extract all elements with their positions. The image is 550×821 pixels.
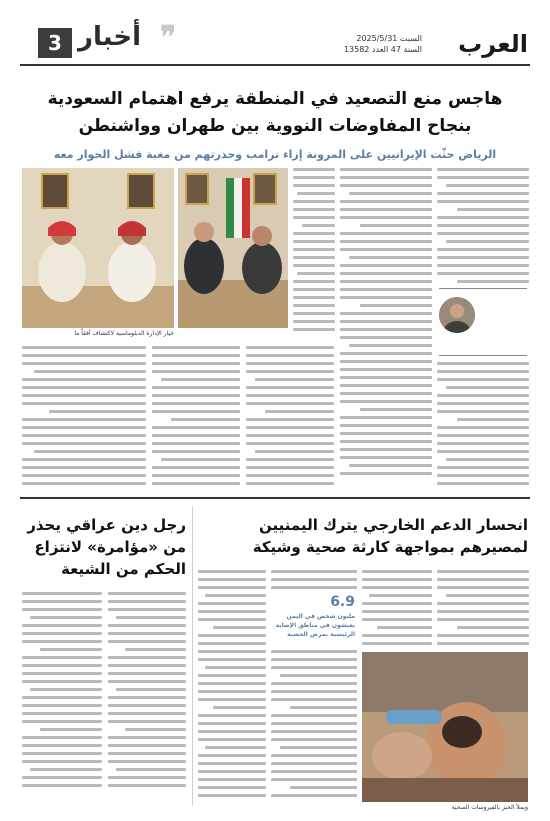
yemen-stat-text: مليون شخص في اليمن يعيشون في مناطق الإصابة الرئيسية بمرض الحصبة xyxy=(275,613,355,638)
publication-info xyxy=(344,33,422,55)
yemen-text-col1 xyxy=(437,570,529,650)
main-photo-right xyxy=(178,168,288,328)
main-headline-line1: هاجس منع التصعيد في المنطقة يرفع اهتمام السعودية xyxy=(47,89,503,109)
main-story-text-col2 xyxy=(340,168,432,480)
main-story-text-col3 xyxy=(293,168,335,336)
iraq-text-col1 xyxy=(108,592,186,792)
iraq-text-col2 xyxy=(22,592,102,792)
newspaper-logo: العرب xyxy=(458,30,528,58)
yemen-stat-box xyxy=(271,594,355,639)
yemen-photo-caption: ويملأ الحيز بالفيروسات الصحية xyxy=(451,804,528,811)
main-headline xyxy=(22,86,528,140)
main-photo-left xyxy=(22,168,174,328)
yemen-text-col3 xyxy=(271,570,357,594)
section-name: أخبار xyxy=(78,22,141,52)
quote-icon: ❞ xyxy=(160,20,177,55)
yemen-text-col4 xyxy=(271,650,357,802)
yemen-text-col2 xyxy=(362,570,432,650)
yemen-stat-number: 6.9 xyxy=(330,594,355,610)
main-story-text-col4 xyxy=(246,346,334,490)
section-rule xyxy=(20,497,530,499)
top-rule xyxy=(20,64,530,66)
column-divider xyxy=(192,506,193,806)
issue-date: السبت 2025/5/31 xyxy=(356,34,422,43)
yemen-headline: انحسار الدعم الخارجي يترك اليمنيين لمصيرهم بمواجهة كارثة صحية وشيكة xyxy=(252,516,528,556)
main-story-text-col1 xyxy=(437,168,529,288)
main-photo-caption: خيار الإدارة الدبلوماسية لاكتشاف أفقاً ما xyxy=(74,330,174,337)
author-box xyxy=(439,288,527,356)
main-headline-line2: بنجاح المفاوضات النووية بين طهران وواشنطن xyxy=(78,116,472,136)
masthead xyxy=(0,0,550,58)
section-number: 3 xyxy=(38,28,72,58)
main-story-text-col5 xyxy=(152,346,240,490)
main-story-text-col1b xyxy=(437,362,529,490)
yemen-text-col5 xyxy=(198,570,266,802)
main-subheadline: الرياض حثّت الإيرانيين على المرونة إزاء ترامب وحذرتهم من مغبة فشل الحوار معه xyxy=(53,148,497,161)
iraq-headline: رجل دين عراقي يحذر من «مؤامرة» لانتزاع الحكم من الشيعة xyxy=(27,516,186,578)
author-avatar xyxy=(439,297,475,333)
yemen-photo xyxy=(362,652,528,802)
issue-number: السنة 47 العدد 13582 xyxy=(343,45,422,54)
main-story-text-col6 xyxy=(22,346,146,490)
